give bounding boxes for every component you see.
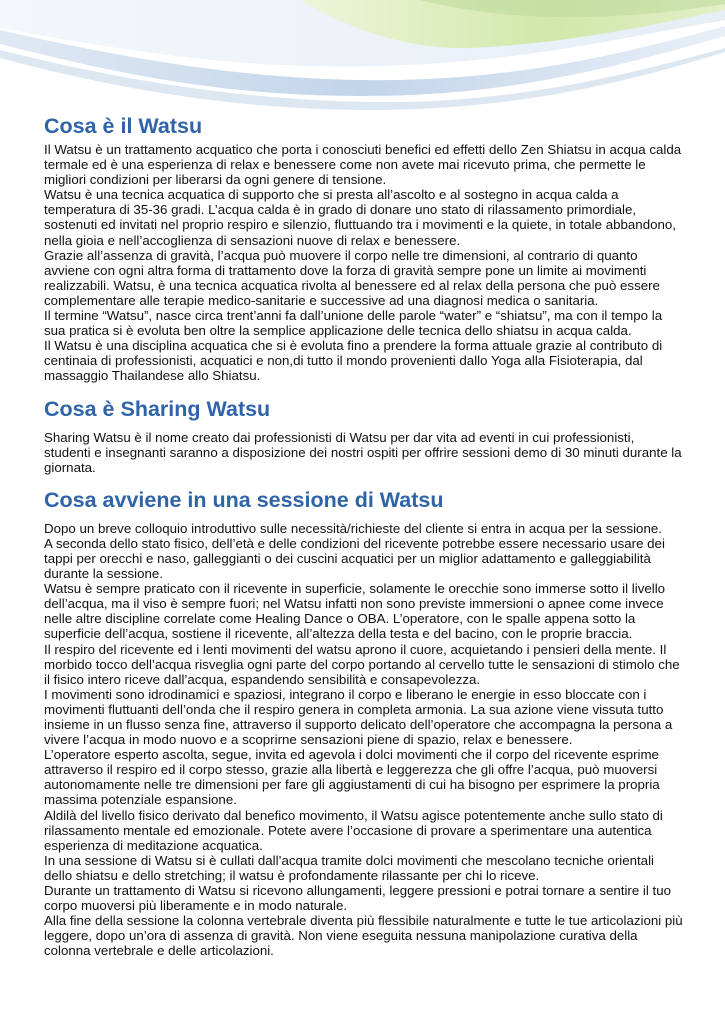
paragraph: Grazie all’assenza di gravità, l’acqua può muovere il corpo nelle tre dimensioni, al contrario di quanto avviene con ogni altra forma di trattamento dove la forza di gravità sempre pone un limite ai movimenti realizzabili. Watsu, è una tecnica acquatica rivolta al benessere ed al relax della persona che può essere complementare alle terapie medico-sanitarie e successive ad una diagnosi medica o sanitaria. <box>44 247 660 308</box>
paragraph: A seconda dello stato fisico, dell’età e delle condizioni del ricevente potrebbe essere necessario usare dei tappi per orecchi e naso, galleggianti o dei cuscini acquatici per un miglior adattamento e galleggiabilità durante la sessione. <box>44 535 665 582</box>
paragraph: Il Watsu è un trattamento acquatico che porta i conosciuti benefici ed effetti dello Zen Shiatsu in acqua calda termale ed è una esperienza di relax e benessere come non avete mai ricevuto prima, che permette le migliori condizioni per liberarsi da ogni genere di tensione. <box>44 142 682 188</box>
paragraph: In una sessione di Watsu si è cullati dall’acqua tramite dolci movimenti che mescolano tecniche orientali dello shiatsu e dello stretching; il watsu è profondamente rilassante per chi lo riceve. <box>44 852 654 883</box>
document-body <box>44 111 684 959</box>
paragraph: Il Watsu è una disciplina acquatica che si è evoluta fino a prendere la forma attuale grazie al contributo di centinaia di professionisti, acquatici e non,di tutto il mondo provenienti dallo Yoga alla Fisioterapia, dal massaggio Thailandese allo Shiatsu. <box>44 338 663 384</box>
paragraph: Il respiro del ricevente ed i lenti movimenti del watsu aprono il cuore, acquietando i pensieri della mente. Il morbido tocco dell’acqua risveglia ogni parte del corpo portando al cervello tutte le sensazioni di stimolo che il fisico intero riceve dall’acqua, espandendo sensibilità e consapevolezza. <box>44 641 680 687</box>
paragraph: Watsu è una tecnica acquatica di supporto che si presta all’ascolto e al sostegno in acqua calda a temperatura di 35-36 gradi. L’acqua calda è in grado di donare uno stato di rilassamento primordiale, sostenuti ed invitati nel proprio respiro e silenzio, fluttuando tra i movimenti e la quiete, in totale abbandono, nella gioia e nell’accoglienza di sensazioni nuove di relax e benessere. <box>44 187 676 248</box>
paragraph: Il termine “Watsu”, nasce circa trent’anni fa dall’unione delle parole “water” e “shiatsu”, ma con il tempo la sua pratica si è evoluta ben oltre la semplice applicazione delle tecnica dello shiatsu in acqua calda. <box>44 308 663 339</box>
paragraph: L’operatore esperto ascolta, segue, invita ed agevola i dolci movimenti che il corpo del ricevente esprime attraverso il respiro ed il corpo stesso, grazie alla libertà e leggerezza che gli offre l’acqua, può muoversi autonomamente nelle tre dimensioni per fare gli aggiustamenti di cui ha bisogno per esprimere la propria massima potenziale espansione. <box>44 747 660 808</box>
section-heading: Cosa è il Watsu <box>44 114 203 138</box>
paragraph: I movimenti sono idrodinamici e spaziosi, integrano il corpo e liberano le energie in esso bloccate con i movimenti fluttuanti dell’onda che il respiro genera in completa armonia. La sua azione viene vissuta tutto insieme in un flusso senza fine, attraverso il supporto delicato dell’operatore che accompagna la persona a vivere l’acqua in modo nuovo e a scoprirne sensazioni piene di spazio, relax e benessere. <box>44 686 673 748</box>
paragraph: Durante un trattamento di Watsu si ricevono allungamenti, leggere pressioni e potrai tornare a sentire il tuo corpo muoversi più liberamente e in modo naturale. <box>44 883 672 914</box>
paragraph: Alla fine della sessione la colonna vertebrale diventa più flessibile naturalmente e tutte le tue articolazioni più leggere, dopo un’ora di assenza di gravità. Non viene eseguita nessuna manipolazione curativa della colonna vertebrale e delle articolazioni. <box>44 913 683 959</box>
section-heading: Cosa avviene in una sessione di Watsu <box>44 487 444 512</box>
section-cosa-e-sharing-watsu <box>44 394 684 475</box>
section-cosa-avviene-in-una-sessione <box>44 485 684 959</box>
section-cosa-e-il-watsu <box>44 111 684 384</box>
paragraph: Dopo un breve colloquio introduttivo sulle necessità/richieste del cliente si entra in acqua per la sessione. <box>44 520 662 536</box>
paragraph: Sharing Watsu è il nome creato dai professionisti di Watsu per dar vita ad eventi in cui professionisti, studenti e insegnanti saranno a disposizione dei nostri ospiti per offrire sessioni demo di 30 minuti durante la giornata. <box>44 429 682 475</box>
paragraph: Aldilà del livello fisico derivato dal benefico movimento, il Watsu agisce potentemente anche sullo stato di rilassamento mentale ed emozionale. Potete avere l’occasione di provare a sperimentare una autentica esperienza di meditazione acquatica. <box>44 807 663 853</box>
header-wave-decoration <box>0 0 725 120</box>
section-heading: Cosa è Sharing Watsu <box>44 396 271 421</box>
paragraph: Watsu è sempre praticato con il ricevente in superficie, solamente le orecchie sono immerse sotto il livello dell’acqua, ma il viso è sempre fuori; nel Watsu infatti non sono previste immersioni o apnee come invece nelle altre discipline correlate come Healing Dance o OBA. L’operatore, con le spalle appena sotto la superficie dell’acqua, sostiene il ricevente, all’altezza della testa e del bacino, con le proprie braccia. <box>44 581 666 642</box>
